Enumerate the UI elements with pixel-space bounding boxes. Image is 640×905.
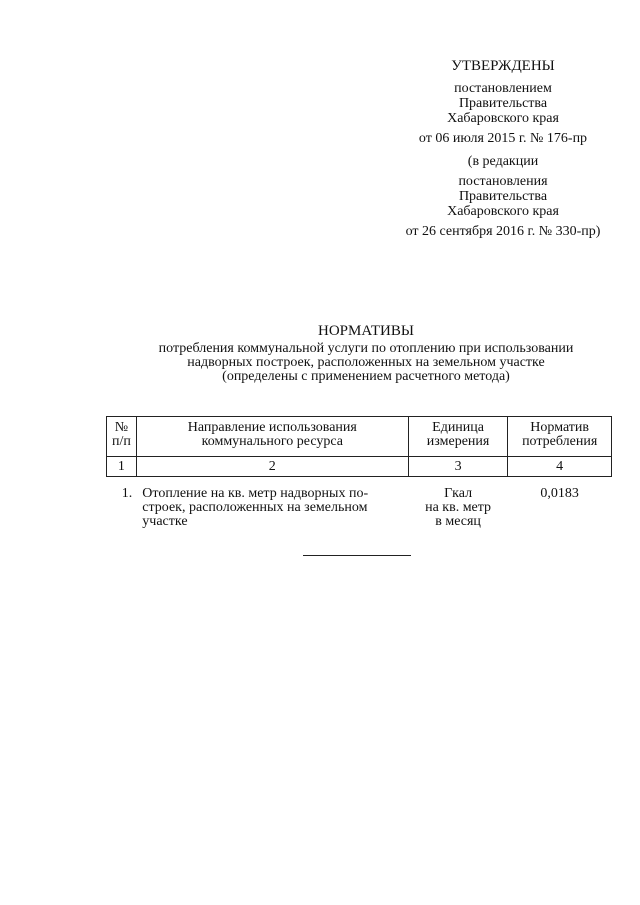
subtitle-line: (определены с применением расчетного метода): [222, 369, 510, 384]
table-row: [107, 477, 612, 530]
title-block: [100, 323, 632, 384]
column-number-cell: 3: [408, 457, 508, 477]
document-title: НОРМАТИВЫ: [318, 323, 414, 339]
header-cell-direction: Направление использования коммунального ресурса: [136, 417, 408, 457]
approval-line: Хабаровского края: [447, 111, 559, 126]
header-cell-number: № п/п: [107, 417, 137, 457]
table-header-row: [107, 417, 612, 457]
edition-line: постановления: [458, 174, 548, 189]
edition-line: Хабаровского края: [447, 204, 559, 219]
norms-table: [106, 416, 612, 529]
column-number-cell: 1: [107, 457, 137, 477]
row-number: 1.: [121, 486, 133, 501]
approval-heading: УТВЕРЖДЕНЫ: [451, 58, 555, 74]
column-number-row: [107, 457, 612, 477]
edition-line: Правительства: [458, 189, 548, 204]
subtitle-line: надворных построек, расположенных на земельном участке: [187, 355, 545, 370]
row-value: 0,0183: [540, 486, 579, 501]
header-cell-unit: Единица измерения: [408, 417, 508, 457]
approval-line: Правительства: [458, 96, 548, 111]
row-description: Отопление на кв. метр надворных по- строек, расположенных на земельном участке: [142, 486, 369, 529]
approval-line: постановлением: [454, 81, 552, 96]
end-divider-line: [303, 555, 411, 556]
subtitle-line: потребления коммунальной услуги по отоплению при использовании: [158, 341, 574, 356]
column-number-cell: 4: [508, 457, 612, 477]
approval-date: от 06 июля 2015 г. № 176-пр: [418, 131, 588, 146]
approval-block: [380, 58, 626, 239]
edition-date: от 26 сентября 2016 г. № 330-пр): [405, 224, 601, 239]
header-cell-norm: Норматив потребления: [508, 417, 612, 457]
edition-line: (в редакции: [467, 154, 539, 169]
column-number-cell: 2: [136, 457, 408, 477]
row-unit: Гкал на кв. метр в месяц: [425, 486, 492, 529]
